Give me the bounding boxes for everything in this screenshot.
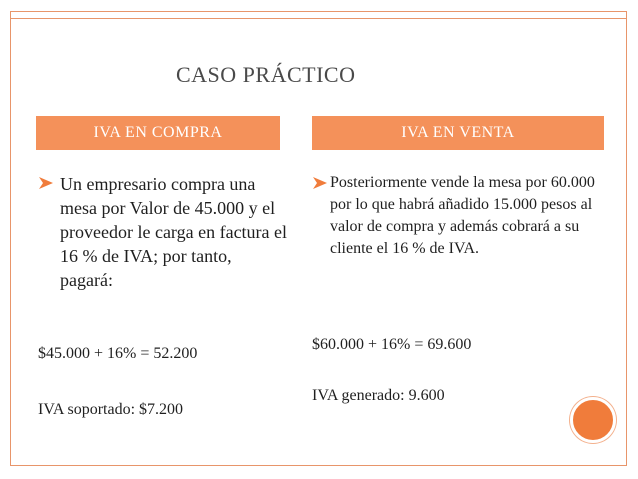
- calc-venta: $60.000 + 16% = 69.600: [312, 336, 472, 353]
- header-iva-venta-label: IVA EN VENTA: [401, 124, 515, 141]
- iva-soportado: IVA soportado: $7.200: [38, 401, 184, 418]
- header-iva-compra-label: IVA EN COMPRA: [93, 124, 223, 141]
- slide-title: CASO PRÁCTICO: [176, 62, 356, 87]
- decorative-circle-icon: [570, 397, 616, 443]
- header-iva-compra: [36, 116, 280, 150]
- paragraph-compra: Un empresario compra una mesa por Valor de 45.000 y el proveedor le carga en factura el 16 % de IVA; por tanto, pagará:: [60, 174, 288, 290]
- bullet-icon: [312, 176, 328, 195]
- slide-top-band: [10, 11, 627, 19]
- paragraph-venta: Posteriormente vende la mesa por 60.000 por lo que habrá añadido 15.000 pesos al valor de compra y además cobrará a su cliente el 16 % de IVA.: [330, 174, 595, 257]
- bullet-icon: [38, 176, 54, 195]
- iva-generado: IVA generado: 9.600: [312, 387, 445, 404]
- header-iva-venta: [312, 116, 604, 150]
- calc-compra: $45.000 + 16% = 52.200: [38, 345, 198, 362]
